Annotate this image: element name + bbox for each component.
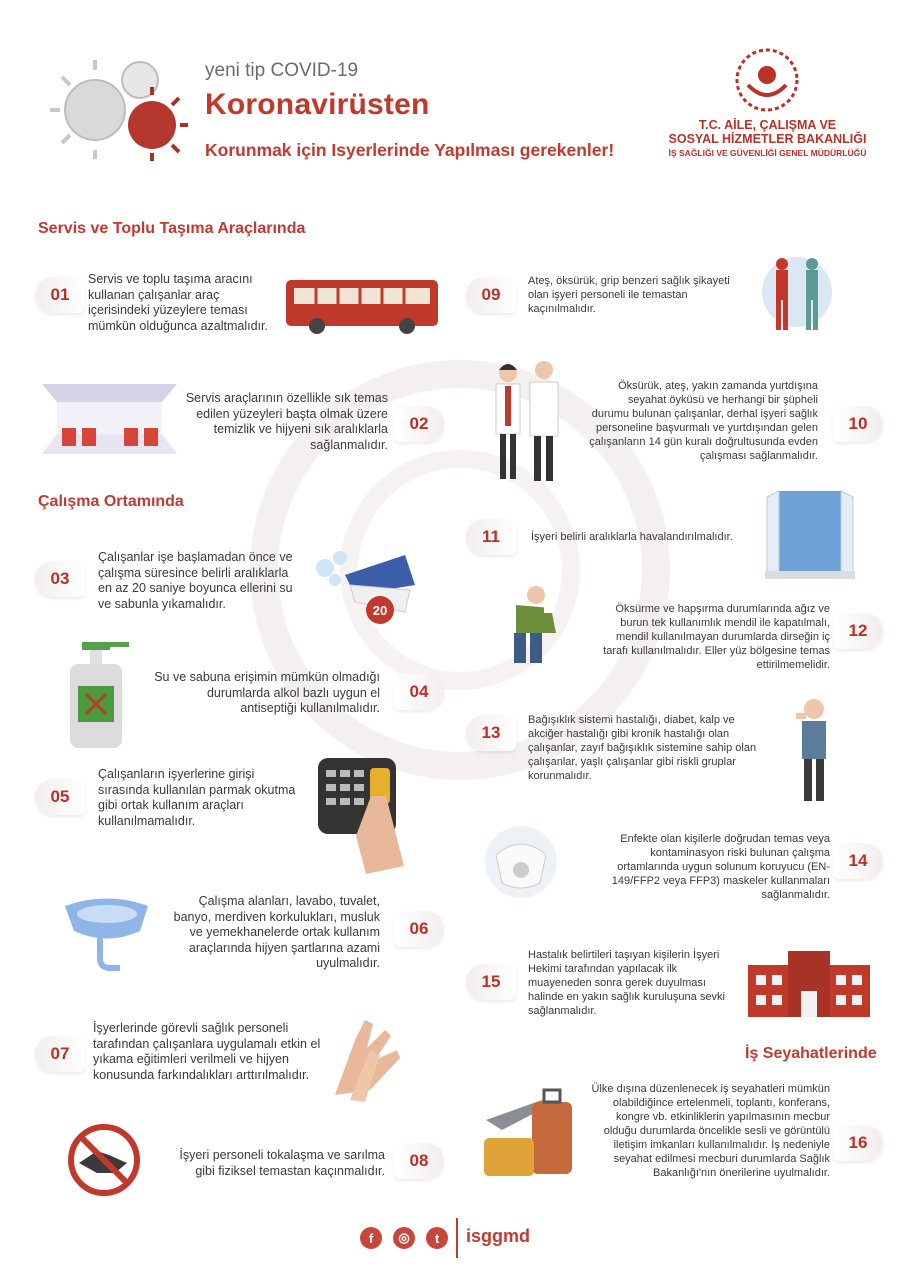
item-text-12: Öksürme ve hapşırma durumlarında ağız ve burun tek kullanımlık mendil ile kapatılmalı, mendil kullanılmayan durumlarda dirseğin iç tarafı kullanılmalıdır. Eller yüz bölgesine temas ettirilmemelidir. — [603, 603, 830, 671]
washing-hands-icon — [325, 1010, 405, 1110]
item-text-08: İşyeri personeli tokalaşma ve sarılma gibi fiziksel temastan kaçınmalıdır. — [179, 1148, 385, 1178]
header-kicker: yeni tip COVID-19 — [205, 60, 359, 81]
item-number-09: 09 — [466, 277, 516, 313]
title-part-b: virüsten — [311, 88, 430, 121]
item-text-10: Öksürük, ateş, yakın zamanda yurtdışına seyahat öyküsü ve herhangi bir şüpheli durumu bulunan çalışanlar, derhal işyeri sağlık personeline başvurmalı ve yurtdışından gelen çalışanların 14 gün kuralı doğrultusunda evden çalışması sağlanmalıdır. — [589, 380, 818, 462]
item-text-04: Su ve sabuna erişimin mümkün olmadığı durumlarda alkol bazlı uygun el antiseptiği kullanılmalıdır. — [154, 670, 380, 715]
page-title — [205, 88, 430, 122]
social-handle[interactable]: isggmd — [466, 1226, 531, 1246]
item-number-16: 16 — [833, 1125, 883, 1161]
sick-person-icon — [792, 697, 837, 805]
item-number-01: 01 — [35, 277, 85, 313]
twitter-icon[interactable]: t — [426, 1227, 448, 1249]
doctors-icon — [488, 358, 568, 488]
hand-washing-icon — [305, 540, 425, 625]
sink-icon — [60, 886, 155, 976]
title-part-a: Korona — [205, 88, 312, 121]
section-title-travel: İş Seyahatlerinde — [745, 1045, 877, 1062]
section-title-transport: Servis ve Toplu Taşıma Araçlarında — [38, 220, 306, 237]
item-number-15: 15 — [466, 964, 516, 1000]
item-text-05: Çalışanların işyerlerine girişi sırasında kullanılan parmak okutma gibi ortak kullanım araçları kullanılmamalıdır. — [98, 767, 296, 828]
item-number-05: 05 — [35, 779, 85, 815]
facebook-icon[interactable]: f — [360, 1227, 382, 1249]
page-subtitle: Korunmak için Isyerlerinde Yapılması gerekenler! — [205, 140, 615, 160]
item-number-11: 11 — [466, 519, 516, 555]
item-text-16: Ülke dışına düzenlenecek iş seyahatleri mümkün olabildiğince ertelenmeli, toplantı, konferans, kongre vb. etkinliklerin yapılmasının mecbur olduğu durumlarda öncelikle sesli ve görüntülü iletişim imkanları kullanılmalıdır. İş nedeniyle seyahat edilmesi mecburi durumlarda Sağlık Bakanlığı'nın önerilerine uyulmalıdır. — [591, 1083, 830, 1179]
ministry-line3: İŞ SAĞLIĞI VE GÜVENLİĞİ GENEL MÜDÜRLÜĞÜ — [668, 148, 867, 158]
item-text-03: Çalışanlar işe başlamadan önce ve çalışma süresince belirli aralıklarla en az 20 saniye boyunca ellerini su ve sabunla yıkamalıdır. — [98, 550, 293, 611]
ministry-logo-icon — [732, 45, 802, 115]
luggage-travel-icon — [482, 1080, 577, 1180]
item-number-13: 13 — [466, 715, 516, 751]
fingerprint-scanner-icon — [316, 756, 411, 876]
item-text-13: Bağışıklık sistemi hastalığı, diabet, kalp ve akciğer hastalığı gibi kronik hastalığı olan çalışanlar, zayıf bağışıklık sistemine sahip olan çalışanlar, yaşlı çalışanlar gibi riskli gruplar korunmalıdır. — [528, 714, 757, 782]
item-text-07: İşyerlerinde görevli sağlık personeli tarafından çalışanlara uygulamalı etkin el yıkama eğitimleri verilmeli ve hijyen konusunda farkındalıkları arttırılmalıdır. — [93, 1021, 321, 1082]
bus-interior-icon — [42, 384, 177, 454]
no-handshake-icon — [57, 1123, 152, 1198]
virus-icon — [40, 45, 190, 165]
item-number-14: 14 — [833, 843, 883, 879]
item-number-07: 07 — [35, 1036, 85, 1072]
item-number-12: 12 — [833, 613, 883, 649]
item-text-02: Servis araçlarının özellikle sık temas edilen yüzeyleri başta olmak üzere temizlik ve hijyeni sık aralıklarla sağlanmalıdır. — [185, 391, 388, 452]
hospital-building-icon — [748, 945, 870, 1020]
item-number-06: 06 — [394, 911, 444, 947]
item-text-11: İşyeri belirli aralıklarla havalandırılmalıdır. — [531, 531, 733, 543]
coughing-person-icon — [496, 583, 566, 665]
item-number-08: 08 — [394, 1143, 444, 1179]
social-distance-icon — [760, 252, 835, 337]
ministry-line2: SOSYAL HİZMETLER BAKANLIĞI — [668, 132, 867, 146]
bus-icon — [282, 276, 442, 336]
ministry-line1: T.C. AİLE, ÇALIŞMA VE — [698, 118, 837, 132]
item-number-04: 04 — [394, 674, 444, 710]
ministry-name — [660, 118, 875, 160]
section-title-workplace: Çalışma Ortamında — [38, 493, 184, 510]
hand-sanitizer-icon — [62, 638, 142, 753]
open-window-icon — [765, 487, 855, 582]
item-text-09: Ateş, öksürük, grip benzeri sağlık şikayeti olan işyeri personeli ile temastan kaçınılmalıdır. — [528, 275, 730, 315]
item-text-06: Çalışma alanları, lavabo, tuvalet, banyo, merdiven korkulukları, musluk ve yemekhanelerde ortak kullanım araçlarında hijyen şartlarına azami uyulmalıdır. — [173, 894, 380, 970]
footer-divider — [456, 1218, 458, 1258]
item-number-03: 03 — [35, 561, 85, 597]
item-text-15: Hastalık belirtileri taşıyan kişilerin İşyeri Hekimi tarafından yapılacak ilk muayeneden sonra gerek duyulması halinde en yakın sağlık kuruluşuna sevki sağlanmalıdır. — [528, 949, 725, 1017]
item-number-10: 10 — [833, 406, 883, 442]
timer-20-label: 20 — [372, 603, 388, 618]
instagram-icon[interactable]: ◎ — [393, 1227, 415, 1249]
respirator-mask-icon — [474, 825, 569, 900]
item-text-14: Enfekte olan kişilerle doğrudan temas veya kontaminasyon riski bulunan çalışma ortamlarında uygun solunum koruyucu (EN-149/FFP2 veya FFP3) maskeler kullanmaları sağlanmalıdır. — [611, 833, 830, 901]
item-number-02: 02 — [394, 406, 444, 442]
item-text-01: Servis ve toplu taşıma aracını kullanan çalışanlar araç içerisindeki yüzeylere teması mümkün olduğunca azaltmalıdır. — [88, 272, 268, 333]
